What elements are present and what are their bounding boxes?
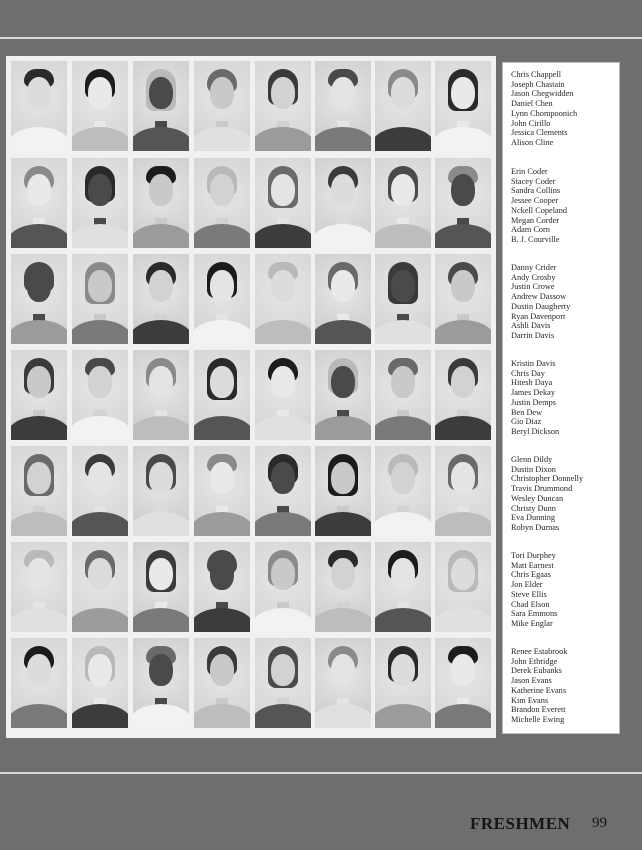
- student-name: Dustin Dixon: [511, 464, 556, 474]
- student-portrait: [375, 61, 431, 151]
- student-name: John Cirillo: [511, 118, 551, 128]
- student-name: Erin Coder: [511, 167, 548, 176]
- student-name: Ben Dew: [511, 407, 543, 417]
- student-portrait: [315, 542, 371, 632]
- student-name: Matt Earnest: [511, 560, 554, 570]
- student-name: Justin Demps: [511, 397, 556, 407]
- student-name: Andrew Dassow: [511, 292, 567, 302]
- student-name: Glenn Dildy: [511, 455, 553, 464]
- student-name: Kim Evans: [511, 695, 549, 705]
- student-name: Danny Crider: [511, 263, 557, 272]
- student-portrait: [133, 638, 189, 728]
- student-name: Christy Dunn: [511, 503, 556, 513]
- student-name: Adam Corn: [511, 225, 550, 235]
- names-list: [502, 62, 620, 734]
- student-portrait: [435, 638, 491, 728]
- student-name: John Ethridge: [511, 656, 558, 666]
- student-name: Ryan Davenport: [511, 311, 566, 321]
- student-name: Jessica Clements: [511, 128, 568, 138]
- student-name: Darrin Davis: [511, 330, 555, 340]
- student-portrait: [255, 61, 311, 151]
- student-name: Renee Estabrook: [511, 647, 568, 656]
- student-name: Stacey Coder: [511, 176, 556, 186]
- student-portrait: [72, 158, 128, 248]
- student-name: Nckell Copeland: [511, 205, 567, 215]
- student-name: Jason Chegwidden: [511, 89, 574, 99]
- student-portrait: [11, 542, 67, 632]
- student-portrait: [375, 158, 431, 248]
- student-name: Steve Ellis: [511, 589, 547, 599]
- student-name: Chris Day: [511, 368, 545, 378]
- name-group: [511, 263, 619, 341]
- student-name: Michelle Ewing: [511, 714, 565, 724]
- student-portrait: [315, 254, 371, 344]
- student-portrait: [315, 158, 371, 248]
- student-portrait: [435, 446, 491, 536]
- student-name: Chad Elson: [511, 599, 550, 609]
- student-name: Gio Diaz: [511, 417, 542, 427]
- student-portrait: [72, 254, 128, 344]
- student-portrait: [72, 350, 128, 440]
- student-portrait: [133, 254, 189, 344]
- student-portrait: [435, 254, 491, 344]
- page-number: 99: [592, 815, 607, 831]
- student-portrait: [255, 638, 311, 728]
- student-name: Justin Crowe: [511, 282, 555, 292]
- student-name: Sandra Collins: [511, 186, 561, 196]
- student-name: Travis Drummond: [511, 484, 573, 494]
- student-name: Lynn Chompoonich: [511, 108, 578, 118]
- student-name: Mike Englar: [511, 618, 553, 628]
- student-portrait: [375, 254, 431, 344]
- student-portrait: [194, 542, 250, 632]
- student-name: Brandon Everett: [511, 705, 566, 715]
- student-portrait: [435, 350, 491, 440]
- student-portrait: [11, 61, 67, 151]
- student-name: Jason Evans: [511, 676, 552, 686]
- student-name: Megan Corder: [511, 215, 560, 225]
- section-label: FRESHMEN: [470, 814, 571, 833]
- student-name: Joseph Chastain: [511, 79, 565, 89]
- student-name: Ashli Davis: [511, 321, 551, 331]
- student-name: Christopher Donnelly: [511, 474, 584, 484]
- student-name: Wesley Duncan: [511, 493, 564, 503]
- student-portrait: [194, 254, 250, 344]
- student-name: Jon Elder: [511, 580, 543, 590]
- student-portrait: [72, 638, 128, 728]
- student-name: Kristin Davis: [511, 359, 556, 368]
- student-portrait: [315, 446, 371, 536]
- student-name: Robyn Durnas: [511, 522, 560, 532]
- student-portrait: [72, 61, 128, 151]
- student-name: Chris Egaas: [511, 570, 551, 580]
- student-portrait: [255, 158, 311, 248]
- student-name: Dustin Daugherty: [511, 301, 571, 311]
- student-portrait: [435, 542, 491, 632]
- student-portrait: [194, 61, 250, 151]
- photo-grid: [6, 56, 496, 738]
- student-portrait: [194, 446, 250, 536]
- top-rule: [0, 37, 642, 39]
- name-group: [511, 647, 619, 725]
- student-portrait: [375, 542, 431, 632]
- student-portrait: [11, 350, 67, 440]
- student-portrait: [133, 446, 189, 536]
- student-portrait: [255, 254, 311, 344]
- student-name: James Dekay: [511, 388, 556, 398]
- student-portrait: [375, 638, 431, 728]
- name-group: [511, 167, 619, 245]
- student-name: Hitesh Daya: [511, 378, 553, 388]
- student-name: Beryl Dickson: [511, 426, 560, 436]
- bottom-rule: [0, 772, 642, 774]
- student-name: Katherine Evans: [511, 685, 567, 695]
- student-name: Alison Cline: [511, 137, 554, 147]
- student-portrait: [72, 446, 128, 536]
- student-portrait: [194, 158, 250, 248]
- name-group: [511, 359, 619, 437]
- name-group: [511, 455, 619, 533]
- student-portrait: [315, 61, 371, 151]
- student-portrait: [133, 350, 189, 440]
- student-name: Sara Emmons: [511, 609, 558, 619]
- name-group: [511, 551, 619, 629]
- student-name: Daniel Chen: [511, 99, 553, 109]
- student-portrait: [133, 61, 189, 151]
- student-portrait: [11, 638, 67, 728]
- student-name: Eva Dunning: [511, 513, 556, 523]
- student-portrait: [315, 350, 371, 440]
- student-portrait: [11, 446, 67, 536]
- student-portrait: [133, 158, 189, 248]
- student-portrait: [435, 158, 491, 248]
- student-name: Derek Eubanks: [511, 666, 562, 676]
- student-portrait: [435, 61, 491, 151]
- student-portrait: [375, 350, 431, 440]
- student-name: Andy Crosby: [511, 272, 556, 282]
- student-name: Tori Durphey: [511, 551, 556, 560]
- student-portrait: [255, 350, 311, 440]
- student-portrait: [375, 446, 431, 536]
- student-portrait: [255, 542, 311, 632]
- student-portrait: [315, 638, 371, 728]
- student-portrait: [194, 350, 250, 440]
- student-portrait: [11, 254, 67, 344]
- name-group: [511, 70, 619, 148]
- student-name: Jessee Cooper: [511, 196, 559, 206]
- student-portrait: [194, 638, 250, 728]
- student-name: B. J. Courville: [511, 234, 560, 244]
- student-portrait: [255, 446, 311, 536]
- student-portrait: [133, 542, 189, 632]
- student-name: Chris Chappell: [511, 70, 562, 79]
- student-portrait: [72, 542, 128, 632]
- student-portrait: [11, 158, 67, 248]
